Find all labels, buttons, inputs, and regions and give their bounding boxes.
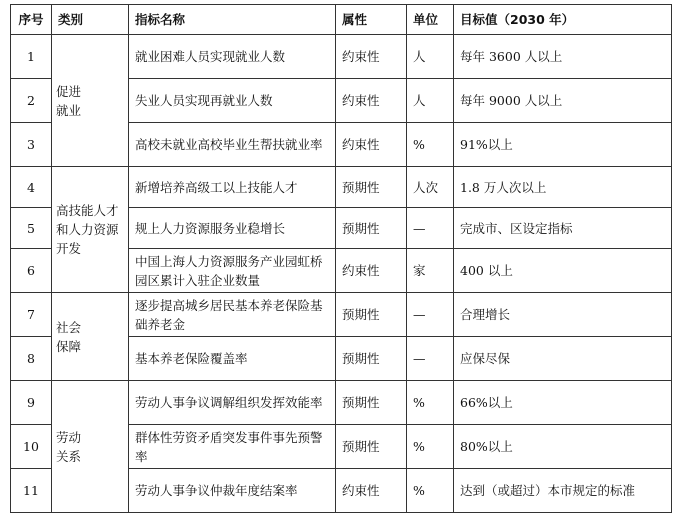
seq-cell: 5 (11, 208, 52, 249)
target-cell: 400 以上 (454, 249, 672, 293)
name-cell: 基本养老保险覆盖率 (129, 337, 336, 381)
unit-cell: — (407, 293, 454, 337)
indicator-table (10, 4, 672, 513)
unit-cell: % (407, 425, 454, 469)
header-target: 目标值（2030 年） (454, 5, 672, 35)
seq-cell: 6 (11, 249, 52, 293)
attribute-cell: 预期性 (336, 425, 407, 469)
unit-cell: 人 (407, 35, 454, 79)
name-cell: 规上人力资源服务业稳增长 (129, 208, 336, 249)
unit-cell: — (407, 337, 454, 381)
category-cell-employment: 促进 就业 (52, 35, 129, 167)
name-cell: 高校未就业高校毕业生帮扶就业率 (129, 123, 336, 167)
category-cell-labor-relations: 劳动 关系 (52, 381, 129, 513)
target-cell: 91%以上 (454, 123, 672, 167)
header-seq: 序号 (11, 5, 52, 35)
seq-cell: 2 (11, 79, 52, 123)
header-attribute: 属性 (336, 5, 407, 35)
header-unit: 单位 (407, 5, 454, 35)
category-cell-social-security: 社会 保障 (52, 293, 129, 381)
target-cell: 达到（或超过）本市规定的标准 (454, 469, 672, 513)
table-row (11, 381, 672, 425)
attribute-cell: 约束性 (336, 469, 407, 513)
attribute-cell: 预期性 (336, 337, 407, 381)
target-cell: 应保尽保 (454, 337, 672, 381)
attribute-cell: 约束性 (336, 249, 407, 293)
seq-cell: 3 (11, 123, 52, 167)
unit-cell: 人 (407, 79, 454, 123)
unit-cell: % (407, 469, 454, 513)
target-cell: 66%以上 (454, 381, 672, 425)
table-row (11, 167, 672, 208)
target-cell: 完成市、区设定指标 (454, 208, 672, 249)
unit-cell: % (407, 123, 454, 167)
attribute-cell: 预期性 (336, 167, 407, 208)
name-cell: 失业人员实现再就业人数 (129, 79, 336, 123)
seq-cell: 8 (11, 337, 52, 381)
target-cell: 合理增长 (454, 293, 672, 337)
name-cell: 劳动人事争议仲裁年度结案率 (129, 469, 336, 513)
target-cell: 每年 9000 人以上 (454, 79, 672, 123)
header-name: 指标名称 (129, 5, 336, 35)
unit-cell: — (407, 208, 454, 249)
name-cell: 群体性劳资矛盾突发事件事先预警率 (129, 425, 336, 469)
attribute-cell: 预期性 (336, 293, 407, 337)
attribute-cell: 约束性 (336, 35, 407, 79)
seq-cell: 9 (11, 381, 52, 425)
target-cell: 80%以上 (454, 425, 672, 469)
unit-cell: 人次 (407, 167, 454, 208)
attribute-cell: 预期性 (336, 381, 407, 425)
attribute-cell: 约束性 (336, 79, 407, 123)
name-cell: 劳动人事争议调解组织发挥效能率 (129, 381, 336, 425)
attribute-cell: 预期性 (336, 208, 407, 249)
unit-cell: % (407, 381, 454, 425)
unit-cell: 家 (407, 249, 454, 293)
seq-cell: 7 (11, 293, 52, 337)
table-row (11, 293, 672, 337)
category-cell-talent: 高技能人才 和人力资源 开发 (52, 167, 129, 293)
table-row (11, 35, 672, 79)
seq-cell: 10 (11, 425, 52, 469)
seq-cell: 11 (11, 469, 52, 513)
target-cell: 每年 3600 人以上 (454, 35, 672, 79)
name-cell: 逐步提高城乡居民基本养老保险基础养老金 (129, 293, 336, 337)
name-cell: 新增培养高级工以上技能人才 (129, 167, 336, 208)
target-cell: 1.8 万人次以上 (454, 167, 672, 208)
header-category: 类别 (52, 5, 129, 35)
name-cell: 就业困难人员实现就业人数 (129, 35, 336, 79)
attribute-cell: 约束性 (336, 123, 407, 167)
seq-cell: 4 (11, 167, 52, 208)
name-cell: 中国上海人力资源服务产业园虹桥园区累计入驻企业数量 (129, 249, 336, 293)
table-header-row (11, 5, 672, 35)
seq-cell: 1 (11, 35, 52, 79)
